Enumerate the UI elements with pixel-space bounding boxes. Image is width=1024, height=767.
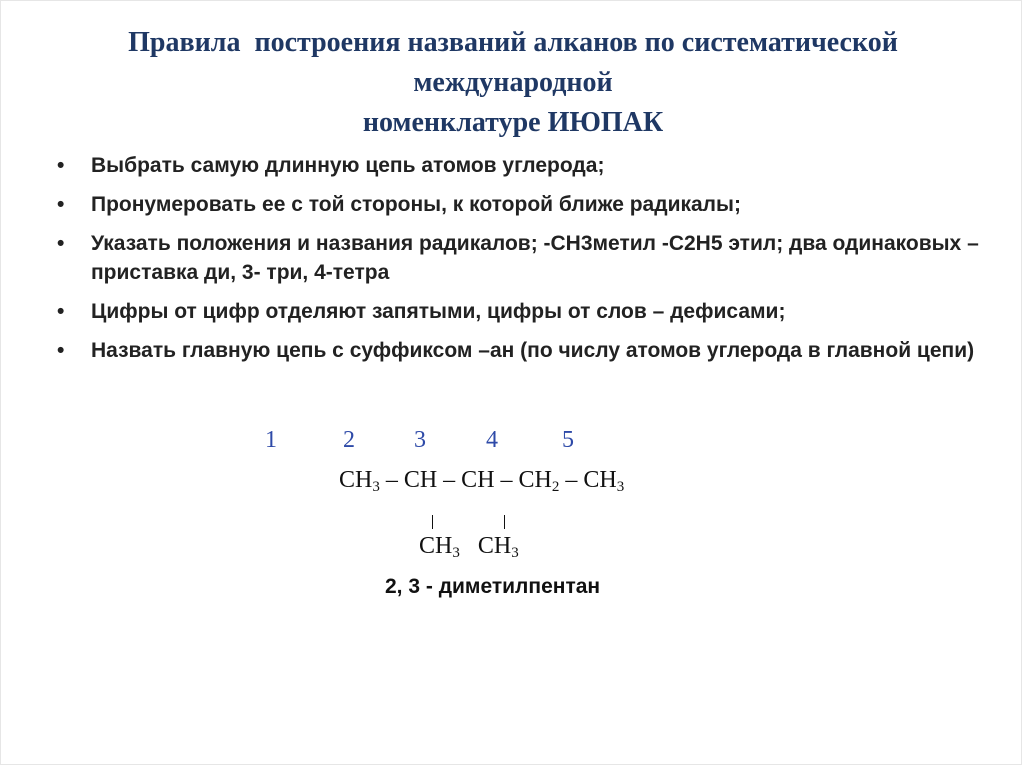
subscript: 3	[616, 479, 625, 495]
bullet-icon: •	[57, 232, 65, 255]
rule-text: Указать положения и названия радикалов; -CH3метил -C2H5 этил; два одинаковых – приставка ди, 3- три, 4-тетра	[91, 232, 979, 284]
list-item	[57, 190, 987, 219]
bullet-icon: •	[57, 339, 65, 362]
carbon-number: 1	[265, 427, 277, 453]
list-item	[57, 336, 987, 365]
carbon-number: 3	[414, 427, 426, 453]
main-chain-formula	[339, 467, 624, 496]
carbon-number: 4	[486, 427, 498, 453]
carbon-number: 2	[343, 427, 355, 453]
slide-title	[21, 23, 1005, 143]
title-line-2: международной	[413, 67, 613, 98]
list-item	[57, 297, 987, 326]
group-text: – CH – CH – CH	[379, 467, 552, 493]
subscript: 3	[372, 479, 380, 495]
bullet-icon: •	[57, 300, 65, 323]
rules-list	[57, 151, 987, 375]
list-item	[57, 151, 987, 180]
bullet-icon: •	[57, 193, 65, 216]
compound-name: 2, 3 - диметилпентан	[385, 575, 601, 598]
spacer	[460, 533, 478, 559]
title-line-3: номенклатуре ИЮПАК	[362, 107, 664, 138]
group-text: CH	[419, 533, 453, 559]
group-text: CH	[477, 533, 512, 559]
group-text: – CH	[559, 467, 617, 493]
rule-text: Выбрать самую длинную цепь атомов углерода;	[91, 154, 605, 177]
title-line-1: Правила построения названий алканов по систематической	[128, 27, 898, 58]
group-text: CH	[339, 467, 373, 493]
list-item	[57, 229, 987, 287]
rule-text: Назвать главную цепь с суффиксом –ан (по числу атомов углерода в главной цепи)	[91, 339, 975, 362]
branch-bond	[504, 515, 505, 529]
bullet-icon: •	[57, 154, 65, 177]
subscript: 2	[551, 479, 560, 495]
carbon-number: 5	[562, 427, 574, 453]
rule-text: Цифры от цифр отделяют запятыми, цифры от слов – дефисами;	[91, 300, 786, 323]
subscript: 3	[452, 545, 460, 561]
rule-text: Пронумеровать ее с той стороны, к которой ближе радикалы;	[91, 193, 741, 216]
subscript: 3	[511, 545, 519, 561]
branch-bond	[432, 515, 433, 529]
branch-formula	[419, 533, 519, 562]
